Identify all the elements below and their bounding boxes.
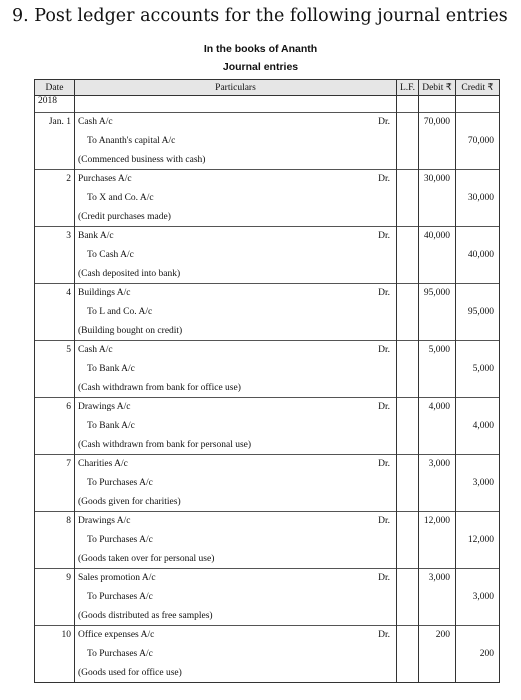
narration: (Goods given for charities) — [78, 497, 181, 507]
dr-marker: Dr. — [378, 345, 390, 355]
journal-header-row — [35, 80, 500, 96]
debit-amount: 3,000 — [428, 459, 450, 469]
journal-entry-row — [35, 512, 500, 569]
credit-account: To Ananth's capital A/c — [87, 136, 176, 146]
entry-date — [35, 626, 75, 683]
debit-account: Drawings A/c Dr. — [75, 398, 396, 417]
question-text: 9. Post ledger accounts for the following journal entries — [12, 6, 508, 26]
debit-account: Drawings A/c Dr. — [75, 512, 396, 531]
entry-lf — [397, 398, 419, 455]
debit-account: Sales promotion A/c Dr. — [75, 569, 396, 588]
debit-amount: 30,000 — [423, 174, 450, 184]
entry-particulars — [75, 113, 397, 170]
dr-marker: Dr. — [378, 516, 390, 526]
entry-date — [35, 341, 75, 398]
narration: (Commenced business with cash) — [78, 155, 206, 165]
entry-date-text: 9 — [66, 573, 71, 583]
narration: (Goods distributed as free samples) — [78, 611, 213, 621]
entry-particulars — [75, 512, 397, 569]
entry-date-text: 3 — [66, 231, 71, 241]
narration: (Cash withdrawn from bank for office use) — [78, 383, 241, 393]
entry-date-text: 10 — [61, 630, 71, 640]
entry-particulars — [75, 455, 397, 512]
journal-entry-row — [35, 113, 500, 170]
debit-account: Buildings A/c Dr. — [75, 284, 396, 303]
entry-date — [35, 398, 75, 455]
entry-credit — [456, 227, 500, 284]
entry-particulars — [75, 341, 397, 398]
debit-account: Purchases A/c Dr. — [75, 170, 396, 189]
year-row — [35, 96, 500, 113]
debit-amount: 5,000 — [428, 345, 450, 355]
entry-credit — [456, 626, 500, 683]
debit-amount: 95,000 — [423, 288, 450, 298]
dr-marker: Dr. — [378, 117, 390, 127]
debit-account: Cash A/c Dr. — [75, 113, 396, 132]
narration: (Building bought on credit) — [78, 326, 183, 336]
credit-header: Credit ₹ — [456, 80, 500, 96]
journal-entry-row — [35, 341, 500, 398]
narration: (Cash withdrawn from bank for personal use) — [78, 440, 252, 450]
credit-amount: 95,000 — [467, 307, 494, 317]
credit-amount: 5,000 — [472, 364, 494, 374]
entry-particulars — [75, 170, 397, 227]
entry-lf — [397, 455, 419, 512]
entry-date-text: 8 — [66, 516, 71, 526]
entry-date — [35, 170, 75, 227]
journal-body — [35, 96, 500, 683]
debit-account: Cash A/c Dr. — [75, 341, 396, 360]
entry-lf — [397, 569, 419, 626]
debit-amount: 40,000 — [423, 231, 450, 241]
date-header: Date — [35, 80, 75, 96]
entry-lf — [397, 341, 419, 398]
narration: (Credit purchases made) — [78, 212, 171, 222]
entry-lf — [397, 284, 419, 341]
dr-marker: Dr. — [378, 288, 390, 298]
entry-date — [35, 113, 75, 170]
credit-amount: 40,000 — [467, 250, 494, 260]
entry-debit — [419, 170, 456, 227]
credit-account: To Purchases A/c — [87, 535, 153, 545]
entry-date — [35, 569, 75, 626]
credit-amount: 12,000 — [467, 535, 494, 545]
journal-entry-row — [35, 284, 500, 341]
narration: (Goods used for office use) — [78, 668, 182, 678]
entry-debit — [419, 398, 456, 455]
entry-credit — [456, 398, 500, 455]
entry-date — [35, 455, 75, 512]
entry-credit — [456, 284, 500, 341]
entry-date-text: 2 — [66, 174, 71, 184]
entry-debit — [419, 512, 456, 569]
credit-account: To Bank A/c — [87, 364, 135, 374]
credit-account: To Cash A/c — [87, 250, 134, 260]
dr-marker: Dr. — [378, 459, 390, 469]
journal-entry-row — [35, 455, 500, 512]
debit-header: Debit ₹ — [419, 80, 456, 96]
entry-debit — [419, 455, 456, 512]
journal-table — [34, 79, 500, 683]
entry-debit — [419, 284, 456, 341]
entry-credit — [456, 170, 500, 227]
entry-particulars — [75, 626, 397, 683]
entry-lf — [397, 626, 419, 683]
lf-header: L.F. — [397, 80, 419, 96]
entry-debit — [419, 113, 456, 170]
entry-credit — [456, 569, 500, 626]
entry-lf — [397, 512, 419, 569]
debit-amount: 4,000 — [428, 402, 450, 412]
entry-particulars — [75, 569, 397, 626]
entry-lf — [397, 113, 419, 170]
entry-date-text: 7 — [66, 459, 71, 469]
dr-marker: Dr. — [378, 231, 390, 241]
entry-date-text: Jan. 1 — [48, 117, 71, 127]
particulars-header: Particulars — [75, 80, 397, 96]
entry-particulars — [75, 227, 397, 284]
entry-debit — [419, 569, 456, 626]
dr-marker: Dr. — [378, 174, 390, 184]
debit-amount: 12,000 — [423, 516, 450, 526]
journal-entry-row — [35, 170, 500, 227]
entry-credit — [456, 512, 500, 569]
entry-credit — [456, 455, 500, 512]
entry-credit — [456, 113, 500, 170]
debit-account: Charities A/c Dr. — [75, 455, 396, 474]
entry-date-text: 4 — [66, 288, 71, 298]
debit-amount: 70,000 — [423, 117, 450, 127]
entry-debit — [419, 227, 456, 284]
entry-credit — [456, 341, 500, 398]
journal-entry-row — [35, 626, 500, 683]
entry-date — [35, 227, 75, 284]
book-title: In the books of Ananth — [203, 43, 318, 55]
entry-debit — [419, 626, 456, 683]
credit-account: To Purchases A/c — [87, 649, 153, 659]
credit-amount: 30,000 — [467, 193, 494, 203]
debit-account: Office expenses A/c Dr. — [75, 626, 396, 645]
credit-account: To X and Co. A/c — [87, 193, 154, 203]
credit-amount: 200 — [479, 649, 494, 659]
entry-date — [35, 512, 75, 569]
credit-account: To Bank A/c — [87, 421, 135, 431]
credit-amount: 70,000 — [467, 136, 494, 146]
credit-amount: 3,000 — [472, 478, 494, 488]
entry-debit — [419, 341, 456, 398]
debit-amount: 3,000 — [428, 573, 450, 583]
year-cell: 2018 — [35, 96, 75, 113]
entry-particulars — [75, 284, 397, 341]
entry-date-text: 6 — [66, 402, 71, 412]
journal-entry-row — [35, 569, 500, 626]
credit-amount: 4,000 — [472, 421, 494, 431]
narration: (Goods taken over for personal use) — [78, 554, 215, 564]
entry-date-text: 5 — [66, 345, 71, 355]
dr-marker: Dr. — [378, 573, 390, 583]
entry-particulars — [75, 398, 397, 455]
dr-marker: Dr. — [378, 630, 390, 640]
journal-entry-row — [35, 398, 500, 455]
debit-account: Bank A/c Dr. — [75, 227, 396, 246]
credit-account: To Purchases A/c — [87, 478, 153, 488]
credit-amount: 3,000 — [472, 592, 494, 602]
journal-title: Journal entries — [222, 61, 299, 73]
narration: (Cash deposited into bank) — [78, 269, 181, 279]
credit-account: To L and Co. A/c — [87, 307, 153, 317]
entry-lf — [397, 227, 419, 284]
entry-lf — [397, 170, 419, 227]
credit-account: To Purchases A/c — [87, 592, 153, 602]
debit-amount: 200 — [435, 630, 450, 640]
dr-marker: Dr. — [378, 402, 390, 412]
entry-date — [35, 284, 75, 341]
journal-entry-row — [35, 227, 500, 284]
